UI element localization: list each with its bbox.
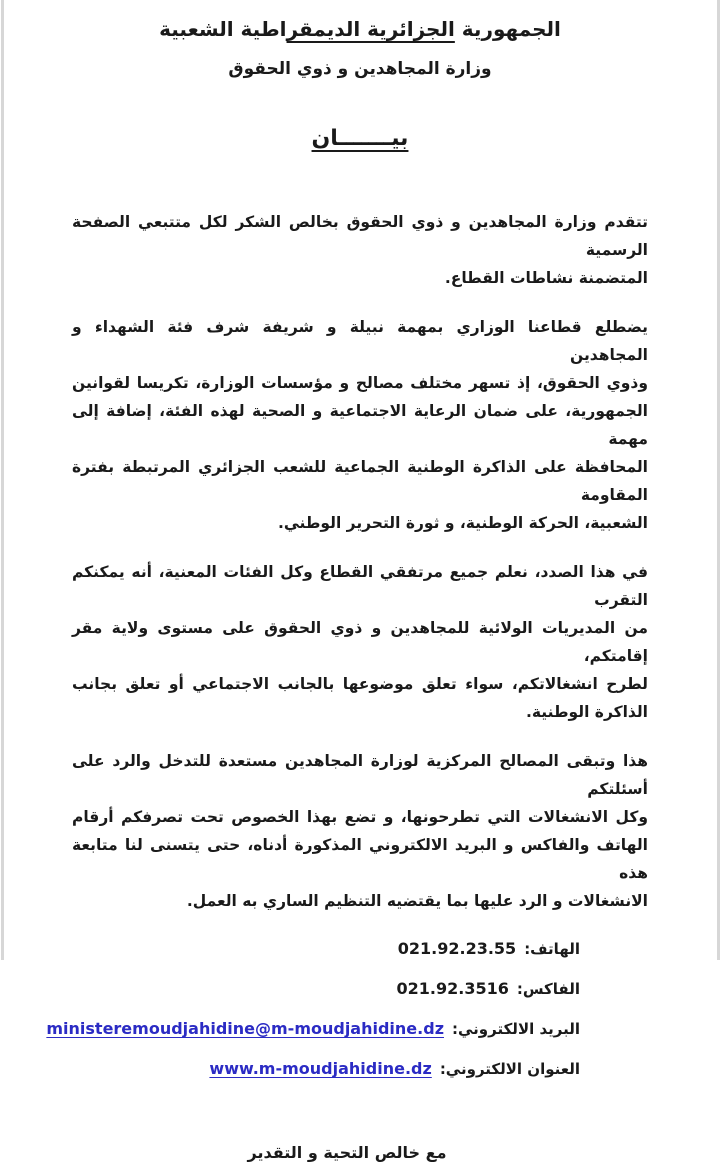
- republic-title-part: اطية الشعبية: [159, 17, 287, 41]
- document-header: [72, 14, 648, 82]
- text-line: وكل الانشغالات التي تطرحونها، و تضع بهذا الخصوص تحت تصرفكم أرقام: [72, 808, 648, 826]
- phone-number: 021.92.23.55: [397, 939, 517, 958]
- phone-line: [72, 936, 580, 962]
- fax-line: [72, 976, 580, 1002]
- paragraph-mission: [72, 313, 648, 537]
- text-line: المتضمنة نشاطات القطاع.: [444, 269, 648, 287]
- email-link[interactable]: ministeremoudjahidine@m-moudjahidine.dz: [46, 1019, 444, 1038]
- paragraph-directorates: [72, 558, 648, 726]
- fax-label: الفاكس:: [516, 980, 580, 998]
- contact-info: [46, 936, 648, 1082]
- text-line: المحافظة على الذاكرة الوطنية الجماعية للشعب الجزائري المرتبطة بفترة المقاومة: [72, 458, 648, 504]
- website-link[interactable]: www.m-moudjahidine.dz: [209, 1059, 432, 1078]
- republic-title-part: الجمهورية: [454, 17, 561, 41]
- website-line: [72, 1056, 580, 1082]
- fax-number: 021.92.3516: [396, 979, 509, 998]
- paragraph-central-services: [72, 747, 648, 915]
- statement-title-text: بيـــــــان: [311, 126, 409, 151]
- closing-salutation: مع خالص التحية و التقدير: [247, 1143, 447, 1162]
- republic-title: [72, 14, 648, 44]
- republic-title-underlined-part: الجزائرية الديمقر: [286, 17, 455, 41]
- scan-edge-left: [1, 0, 4, 960]
- text-line: الشعبية، الحركة الوطنية، و ثورة التحرير الوطني.: [277, 514, 648, 532]
- text-line: تتقدم وزارة المجاهدين و ذوي الحقوق بخالص الشكر لكل متتبعي الصفحة الرسمية: [72, 213, 648, 259]
- text-line: الذاكرة الوطنية.: [526, 703, 648, 721]
- phone-label: الهاتف:: [524, 940, 580, 958]
- text-line: الانشغالات و الرد عليها بما يقتضيه التنظيم الساري به العمل.: [186, 892, 648, 910]
- text-line: هذا وتبقى المصالح المركزية لوزارة المجاهدين مستعدة للتدخل والرد على أسئلتكم: [72, 752, 648, 798]
- text-line: الهاتف والفاكس و البريد الالكتروني المذكورة أدناه، حتى يتسنى لنا متابعة هذه: [72, 836, 648, 882]
- statement-body: [72, 208, 648, 915]
- text-line: يضطلع قطاعنا الوزاري بمهمة نبيلة و شريفة شرف فئة الشهداء و المجاهدين: [72, 318, 648, 364]
- text-line: الجمهورية، على ضمان الرعاية الاجتماعية و الصحية لهذه الفئة، إضافة إلى مهمة: [72, 402, 648, 448]
- ministry-title: وزارة المجاهدين و ذوي الحقوق: [228, 59, 492, 79]
- text-line: في هذا الصدد، نعلم جميع مرتفقي القطاع وكل الفئات المعنية، أنه يمكنكم التقرب: [72, 563, 648, 609]
- statement-title: [72, 122, 648, 156]
- text-line: من المديريات الولائية للمجاهدين و ذوي الحقوق على مستوى ولاية مقر إقامتكم،: [72, 619, 648, 665]
- text-line: لطرح انشغالاتكم، سواء تعلق موضوعها بالجانب الاجتماعي أو تعلق بجانب: [72, 675, 648, 693]
- website-label: العنوان الالكتروني:: [439, 1060, 580, 1078]
- email-line: [46, 1016, 580, 1042]
- email-label: البريد الالكتروني:: [452, 1020, 580, 1038]
- text-line: وذوي الحقوق، إذ تسهر مختلف مصالح و مؤسسات الوزارة، تكريسا لقوانين: [72, 374, 648, 392]
- paragraph-thanks: [72, 208, 648, 292]
